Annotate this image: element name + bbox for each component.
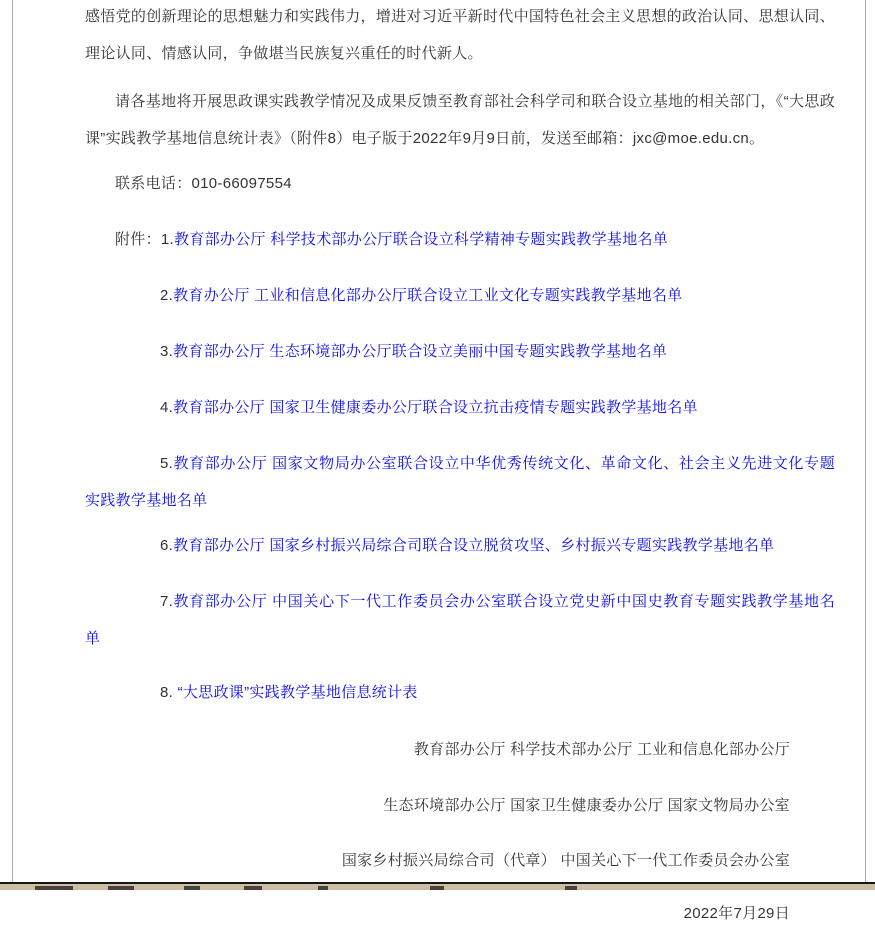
cutoff-text-fragment bbox=[244, 886, 262, 890]
cutoff-text-fragment bbox=[565, 886, 577, 890]
attachment-item-3 bbox=[85, 333, 835, 370]
attachment-number: 5. bbox=[160, 455, 174, 472]
cutoff-text-fragment bbox=[35, 886, 73, 890]
cutoff-text-fragment bbox=[184, 886, 200, 890]
attachment-link-3[interactable]: 教育部办公厅 生态环境部办公厅联合设立美丽中国专题实践教学基地名单 bbox=[173, 343, 668, 360]
cutoff-text-fragment bbox=[318, 886, 328, 890]
attachment-item-2 bbox=[85, 277, 835, 314]
paragraph-feedback-instructions: 请各基地将开展思政课实践教学情况及成果反馈至教育部社会科学司和联合设立基地的相关部门，《“大思政课”实践教学基地信息统计表》（附件8）电子版于2022年9月9日前，发送至邮箱：jxc@moe.edu.cn。 bbox=[85, 93, 835, 147]
attachment-number: 4. bbox=[160, 399, 174, 416]
attachment-link-8[interactable]: “大思政课”实践教学基地信息统计表 bbox=[177, 684, 418, 701]
document-date: 2022年7月29日 bbox=[683, 905, 790, 922]
paragraph-contact-phone: 联系电话：010-66097554 bbox=[115, 175, 292, 192]
attachment-number: 3. bbox=[160, 343, 174, 360]
attachment-item-6 bbox=[85, 527, 835, 564]
attachment-link-7[interactable]: 教育部办公厅 中国关心下一代工作委员会办公室联合设立党史新中国史教育专题实践教学基地名单 bbox=[85, 593, 835, 647]
attachment-item-7 bbox=[85, 583, 835, 657]
cutoff-text-fragment bbox=[108, 886, 134, 890]
attachments-label: 附件： bbox=[115, 231, 161, 248]
attachment-link-2[interactable]: 教育办公厅 工业和信息化部办公厅联合设立工业文化专题实践教学基地名单 bbox=[173, 287, 683, 304]
attachment-item-4 bbox=[85, 389, 835, 426]
attachment-link-4[interactable]: 教育部办公厅 国家卫生健康委办公厅联合设立抗击疫情专题实践教学基地名单 bbox=[173, 399, 698, 416]
attachment-number: 6. bbox=[160, 537, 174, 554]
signature-line-2: 生态环境部办公厅 国家卫生健康委办公厅 国家文物局办公室 bbox=[383, 797, 790, 814]
attachment-number: 1. bbox=[160, 231, 175, 248]
attachment-item-8 bbox=[85, 674, 835, 711]
attachment-number: 2. bbox=[160, 287, 174, 304]
document-page bbox=[12, 0, 866, 922]
signature-line-1: 教育部办公厅 科学技术部办公厅 工业和信息化部办公厅 bbox=[413, 741, 790, 758]
attachment-item-5 bbox=[85, 445, 835, 519]
attachment-link-5[interactable]: 教育部办公厅 国家文物局办公室联合设立中华优秀传统文化、革命文化、社会主义先进文化专题实践教学基地名单 bbox=[85, 455, 835, 509]
signature-block bbox=[85, 731, 835, 932]
attachment-item-1 bbox=[85, 221, 835, 258]
cutoff-text-fragment bbox=[430, 886, 444, 890]
paragraph-conclusion: 感悟党的创新理论的思想魅力和实践伟力，增进对习近平新时代中国特色社会主义思想的政治认同、思想认同、理论认同、情感认同，争做堪当民族复兴重任的时代新人。 bbox=[85, 8, 835, 62]
signature-line-3: 国家乡村振兴局综合司（代章） 中国关心下一代工作委员会办公室 bbox=[341, 852, 790, 869]
cutoff-footer-strip bbox=[0, 882, 875, 890]
attachment-link-6[interactable]: 教育部办公厅 国家乡村振兴局综合司联合设立脱贫攻坚、乡村振兴专题实践教学基地名单 bbox=[173, 537, 775, 554]
attachment-link-1[interactable]: 教育部办公厅 科学技术部办公厅联合设立科学精神专题实践教学基地名单 bbox=[174, 231, 669, 248]
attachment-number: 8. bbox=[160, 684, 178, 701]
attachment-number: 7. bbox=[160, 593, 174, 610]
